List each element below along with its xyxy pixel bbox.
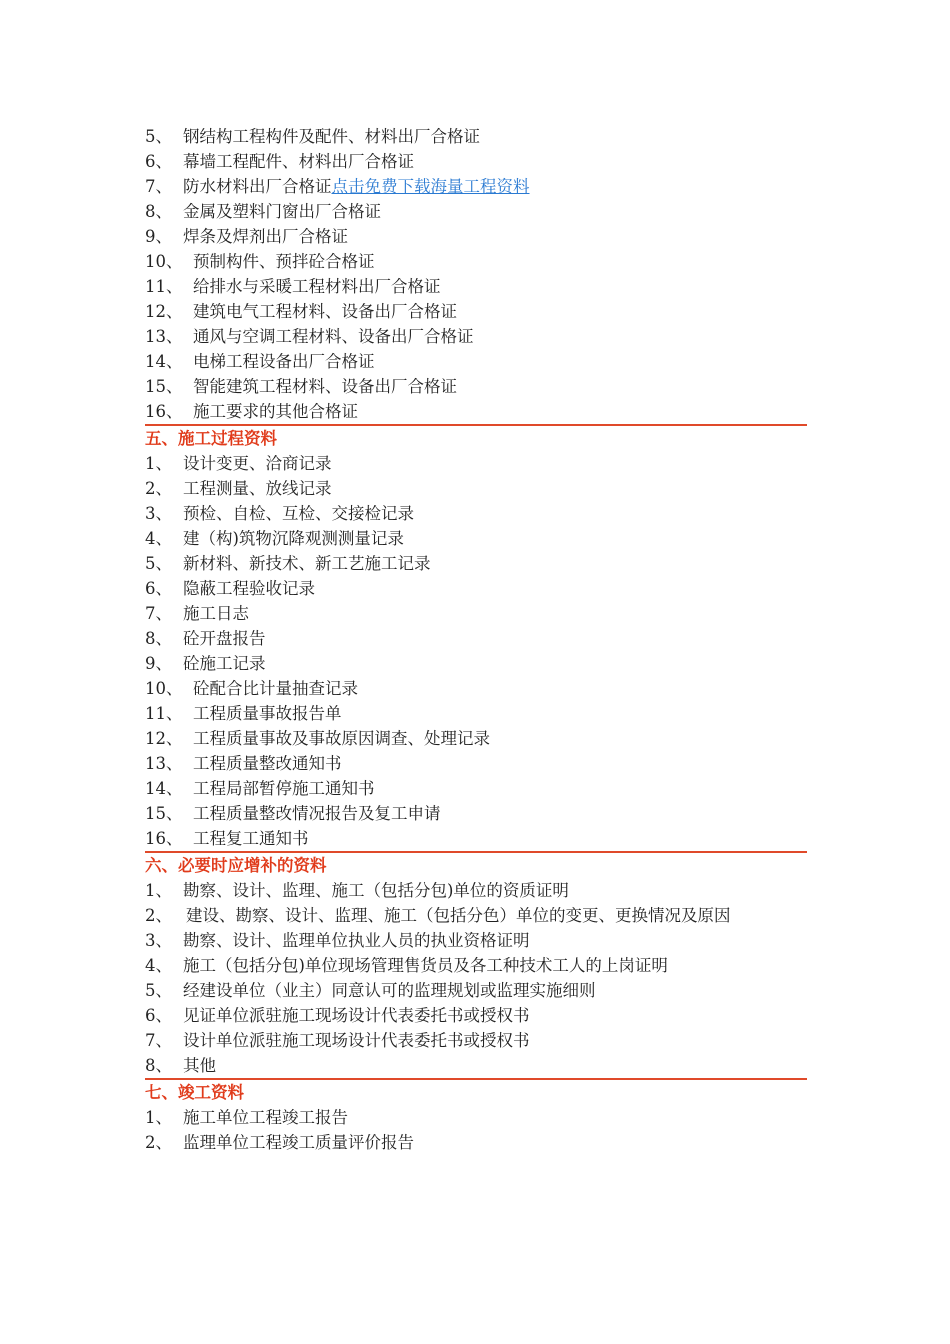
item-text: 钢结构工程构件及配件、材料出厂合格证 [183,127,480,146]
item-text: 预制构件、预拌砼合格证 [193,252,375,271]
item-text: 设计单位派驻施工现场设计代表委托书或授权书 [183,1031,530,1050]
item-text: 防水材料出厂合格证 [183,177,332,196]
item-text: 勘察、设计、监理、施工（包括分包)单位的资质证明 [183,881,569,900]
list-item [145,903,807,928]
item-number: 2、 [145,1133,172,1152]
list-item [145,928,807,953]
list-item [145,1105,807,1130]
item-number: 16、 [145,829,183,848]
item-number: 9、 [145,227,172,246]
list-item [145,374,807,399]
item-text: 监理单位工程竣工质量评价报告 [183,1133,414,1152]
item-number: 3、 [145,931,172,950]
item-number: 10、 [145,679,183,698]
item-text: 勘察、设计、监理单位执业人员的执业资格证明 [183,931,530,950]
item-text: 工程局部暂停施工通知书 [193,779,375,798]
item-text: 砼配合比计量抽查记录 [193,679,358,698]
item-text: 施工单位工程竣工报告 [183,1108,348,1127]
list-item [145,978,807,1003]
item-number: 10、 [145,252,183,271]
list-item [145,651,807,676]
item-number: 7、 [145,177,172,196]
item-text: 工程测量、放线记录 [183,479,332,498]
item-number: 7、 [145,1031,172,1050]
list-item [145,676,807,701]
list-item [145,776,807,801]
item-number: 12、 [145,729,183,748]
list-item [145,576,807,601]
item-text: 见证单位派驻施工现场设计代表委托书或授权书 [183,1006,530,1025]
item-number: 5、 [145,127,172,146]
list-item [145,149,807,174]
item-number: 13、 [145,754,183,773]
item-text: 工程质量事故报告单 [193,704,342,723]
item-number: 13、 [145,327,183,346]
item-text: 幕墙工程配件、材料出厂合格证 [183,152,414,171]
item-text: 给排水与采暖工程材料出厂合格证 [193,277,441,296]
list-item [145,826,807,851]
item-text: 建设、勘察、设计、监理、施工（包括分色）单位的变更、更换情况及原因 [186,906,731,925]
section-construction-process [145,426,807,851]
item-number: 7、 [145,604,172,623]
item-text: 砼开盘报告 [183,629,266,648]
item-number: 14、 [145,352,183,371]
list-item [145,801,807,826]
item-text: 新材料、新技术、新工艺施工记录 [183,554,431,573]
item-number: 5、 [145,554,172,573]
item-number: 11、 [145,704,183,723]
list-item [145,174,807,199]
item-text: 建（构)筑物沉降观测测量记录 [183,529,404,548]
list-item [145,953,807,978]
item-text: 电梯工程设备出厂合格证 [193,352,375,371]
item-number: 1、 [145,1108,172,1127]
item-number: 16、 [145,402,183,421]
item-text: 隐蔽工程验收记录 [183,579,315,598]
item-text: 施工日志 [183,604,249,623]
list-item [145,626,807,651]
list-item [145,751,807,776]
list-item [145,199,807,224]
list-item [145,1003,807,1028]
list-item [145,1130,807,1155]
list-item [145,551,807,576]
item-number: 8、 [145,1056,172,1075]
item-text: 施工要求的其他合格证 [193,402,358,421]
download-link[interactable]: 点击免费下载海量工程资料 [331,177,530,196]
item-text: 建筑电气工程材料、设备出厂合格证 [193,302,457,321]
item-number: 4、 [145,956,172,975]
item-text: 砼施工记录 [183,654,266,673]
list-item [145,399,807,424]
list-item [145,451,807,476]
item-number: 1、 [145,454,172,473]
item-number: 8、 [145,629,172,648]
item-number: 6、 [145,152,172,171]
list-item [145,1053,807,1078]
list-item [145,299,807,324]
section-title: 六、必要时应增补的资料 [145,856,327,875]
list-item [145,501,807,526]
list-item [145,526,807,551]
item-number: 15、 [145,804,183,823]
item-text: 工程质量事故及事故原因调查、处理记录 [193,729,490,748]
section-completion-materials [145,1080,807,1155]
item-number: 3、 [145,504,172,523]
list-item [145,726,807,751]
list-item [145,476,807,501]
item-number: 12、 [145,302,183,321]
item-number: 15、 [145,377,183,396]
item-text: 金属及塑料门窗出厂合格证 [183,202,381,221]
item-number: 6、 [145,579,172,598]
section-title: 五、施工过程资料 [145,429,277,448]
list-item [145,601,807,626]
item-number: 2、 [145,479,172,498]
item-number: 1、 [145,881,172,900]
item-number: 9、 [145,654,172,673]
item-text: 其他 [183,1056,216,1075]
list-item [145,249,807,274]
item-number: 4、 [145,529,172,548]
list-item [145,324,807,349]
list-item [145,224,807,249]
item-text: 施工（包括分包)单位现场管理售货员及各工种技术工人的上岗证明 [183,956,668,975]
list-item [145,701,807,726]
item-text: 工程复工通知书 [193,829,309,848]
list-item [145,349,807,374]
section-supplementary-materials [145,853,807,1078]
item-number: 6、 [145,1006,172,1025]
item-text: 工程质量整改情况报告及复工申请 [193,804,441,823]
list-item [145,1028,807,1053]
item-text: 智能建筑工程材料、设备出厂合格证 [193,377,457,396]
list-item [145,878,807,903]
item-text: 焊条及焊剂出厂合格证 [183,227,348,246]
certificate-list [145,124,807,424]
list-item [145,124,807,149]
list-item [145,274,807,299]
item-text: 设计变更、洽商记录 [183,454,332,473]
item-number: 5、 [145,981,172,1000]
section-title: 七、竣工资料 [145,1083,244,1102]
item-text: 预检、自检、互检、交接检记录 [183,504,414,523]
item-text: 经建设单位（业主）同意认可的监理规划或监理实施细则 [183,981,596,1000]
item-number: 2、 [145,906,172,925]
item-text: 工程质量整改通知书 [193,754,342,773]
item-number: 11、 [145,277,183,296]
document-content [145,124,807,1155]
item-text: 通风与空调工程材料、设备出厂合格证 [193,327,474,346]
item-number: 14、 [145,779,183,798]
item-number: 8、 [145,202,172,221]
